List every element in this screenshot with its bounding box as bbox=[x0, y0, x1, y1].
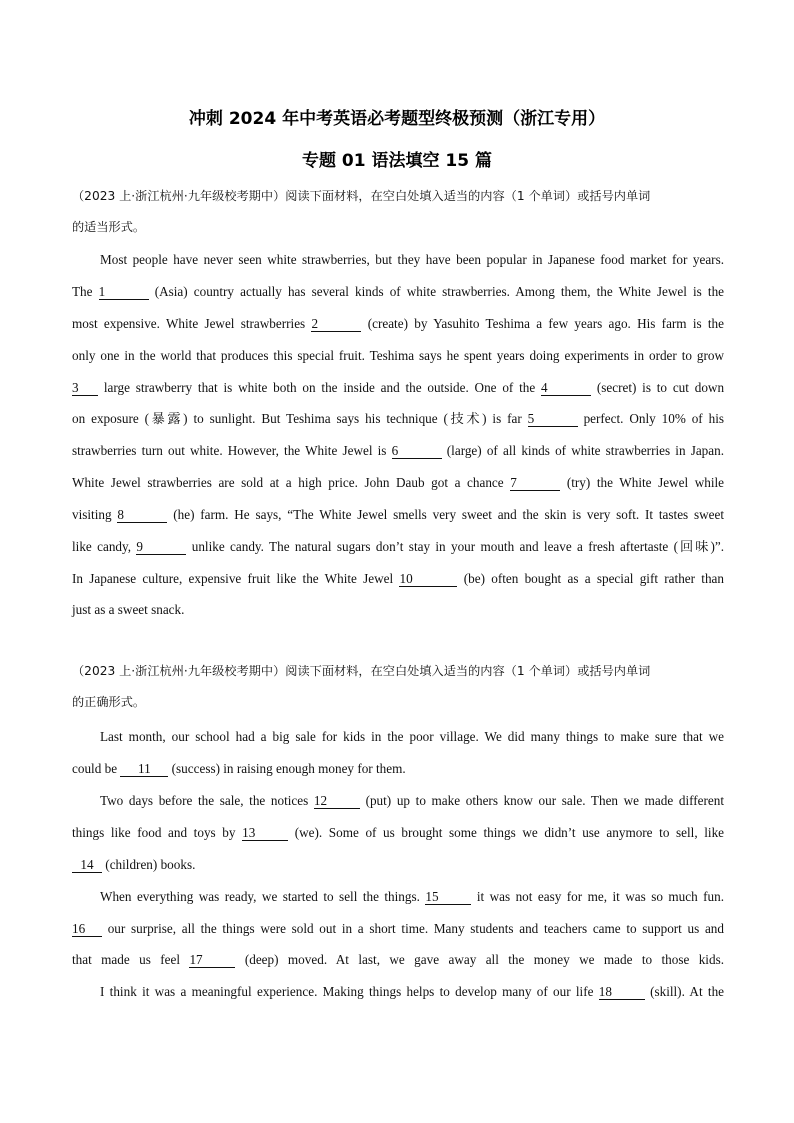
text-segment: (Asia) country actually has several kinds of white strawberries. Among them, the White Jewel is the bbox=[154, 284, 725, 299]
passage1-line bbox=[72, 600, 724, 620]
blank-2[interactable]: 2 bbox=[311, 316, 361, 332]
text-segment: perfect. Only 10% of his bbox=[583, 411, 724, 426]
blank-15[interactable]: 15 bbox=[425, 889, 471, 905]
passage1-line bbox=[72, 473, 724, 493]
blank-18[interactable]: 18 bbox=[599, 984, 645, 1000]
text-segment: it was not easy for me, it was so much fun. bbox=[476, 889, 724, 904]
text-segment: (we). Some of us brought some things we didn’t use anymore to sell, like bbox=[294, 825, 725, 840]
text-segment: our surprise, all the things were sold out in a short time. Many students and teachers came to support us and bbox=[107, 921, 724, 936]
blank-9[interactable]: 9 bbox=[136, 539, 186, 555]
text-segment: (he) farm. He says, “The White Jewel smells very sweet and the skin is very soft. It tastes sweet bbox=[173, 507, 725, 522]
passage1-line bbox=[72, 537, 724, 557]
passage1-line bbox=[72, 378, 724, 398]
blank-7[interactable]: 7 bbox=[510, 475, 560, 491]
text-segment: things like food and toys by bbox=[72, 825, 236, 840]
text-segment: unlike candy. The natural sugars don’t stay in your mouth and leave a fresh aftertaste (回味)”. bbox=[191, 539, 725, 554]
text-segment: I think it was a meaningful experience. Making things helps to develop many of our life bbox=[100, 984, 594, 999]
document-title: 冲刺 2024 年中考英语必考题型终极预测（浙江专用） bbox=[188, 109, 606, 129]
passage1-instruction-line1: （2023 上·浙江杭州·九年级校考期中）阅读下面材料，在空白处填入适当的内容（1 个单词）或括号内单词 bbox=[72, 189, 651, 203]
text-segment: just as a sweet snack. bbox=[72, 602, 185, 617]
passage1-line bbox=[100, 250, 724, 270]
blank-5[interactable]: 5 bbox=[528, 411, 578, 427]
passage2-line bbox=[72, 950, 724, 970]
passage2-instruction-line1: （2023 上·浙江杭州·九年级校考期中）阅读下面材料，在空白处填入适当的内容（1 个单词）或括号内单词 bbox=[72, 664, 651, 678]
blank-11[interactable]: 11 bbox=[120, 761, 168, 777]
text-segment: large strawberry that is white both on the inside and the outside. One of the bbox=[103, 380, 536, 395]
text-segment: could be bbox=[72, 761, 118, 776]
text-segment: Most people have never seen white strawberries, but they have been popular in Japanese food market for years. bbox=[100, 252, 724, 267]
text-segment: (large) of all kinds of white strawberries in Japan. bbox=[446, 443, 725, 458]
text-segment: When everything was ready, we started to sell the things. bbox=[100, 889, 420, 904]
passage1-line bbox=[72, 282, 724, 302]
passage1-line bbox=[72, 314, 724, 334]
text-segment: like candy, bbox=[72, 539, 132, 554]
passage1-line bbox=[72, 346, 724, 366]
blank-16[interactable]: 16 bbox=[72, 921, 102, 937]
text-segment: In Japanese culture, expensive fruit like the White Jewel bbox=[72, 571, 394, 586]
blank-10[interactable]: 10 bbox=[399, 571, 457, 587]
text-segment: Two days before the sale, the notices bbox=[100, 793, 309, 808]
blank-4[interactable]: 4 bbox=[541, 380, 591, 396]
text-segment: White Jewel strawberries are sold at a high price. John Daub got a chance bbox=[72, 475, 504, 490]
text-segment: visiting bbox=[72, 507, 112, 522]
blank-6[interactable]: 6 bbox=[392, 443, 442, 459]
text-segment: (children) books. bbox=[105, 857, 196, 872]
passage2-line bbox=[100, 727, 724, 747]
blank-12[interactable]: 12 bbox=[314, 793, 360, 809]
passage2-line bbox=[72, 759, 724, 779]
passage2-line bbox=[72, 919, 724, 939]
text-segment: (be) often bought as a special gift rather than bbox=[463, 571, 725, 586]
text-segment: only one in the world that produces this special fruit. Teshima says he spent years doing experiments in order to grow bbox=[72, 348, 724, 363]
passage2-line bbox=[100, 791, 724, 811]
passage1-line bbox=[72, 569, 724, 589]
text-segment: (success) in raising enough money for them. bbox=[171, 761, 406, 776]
text-segment: (skill). At the bbox=[650, 984, 725, 999]
blank-8[interactable]: 8 bbox=[117, 507, 167, 523]
passage1-line bbox=[72, 409, 724, 429]
text-segment: (deep) moved. At last, we gave away all the money we made to those kids. bbox=[244, 952, 724, 967]
text-segment: that made us feel bbox=[72, 952, 181, 967]
text-segment: (secret) is to cut down bbox=[596, 380, 725, 395]
text-segment: most expensive. White Jewel strawberries bbox=[72, 316, 306, 331]
document-subtitle: 专题 01 语法填空 15 篇 bbox=[302, 151, 492, 171]
passage1-instruction-line2: 的适当形式。 bbox=[72, 220, 146, 234]
passage2-line bbox=[100, 887, 724, 907]
passage2-line bbox=[100, 982, 724, 1002]
blank-17[interactable]: 17 bbox=[189, 952, 235, 968]
text-segment: Last month, our school had a big sale for kids in the poor village. We did many things to make sure that we bbox=[100, 729, 724, 744]
blank-13[interactable]: 13 bbox=[242, 825, 288, 841]
blank-3[interactable]: 3 bbox=[72, 380, 98, 396]
text-segment: (try) the White Jewel while bbox=[566, 475, 725, 490]
text-segment: strawberries turn out white. However, the White Jewel is bbox=[72, 443, 387, 458]
blank-14[interactable]: 14 bbox=[72, 857, 102, 873]
text-segment: The bbox=[72, 284, 93, 299]
passage1-line bbox=[72, 441, 724, 461]
text-segment: (create) by Yasuhito Teshima a few years ago. His farm is the bbox=[367, 316, 724, 331]
passage2-instruction-line2: 的正确形式。 bbox=[72, 695, 146, 709]
passage2-line bbox=[72, 855, 724, 875]
passage2-line bbox=[72, 823, 724, 843]
text-segment: on exposure (暴露) to sunlight. But Teshima says his technique (技术) is far bbox=[72, 411, 522, 426]
passage1-line bbox=[72, 505, 724, 525]
blank-1[interactable]: 1 bbox=[99, 284, 149, 300]
text-segment: (put) up to make others know our sale. Then we made different bbox=[365, 793, 725, 808]
